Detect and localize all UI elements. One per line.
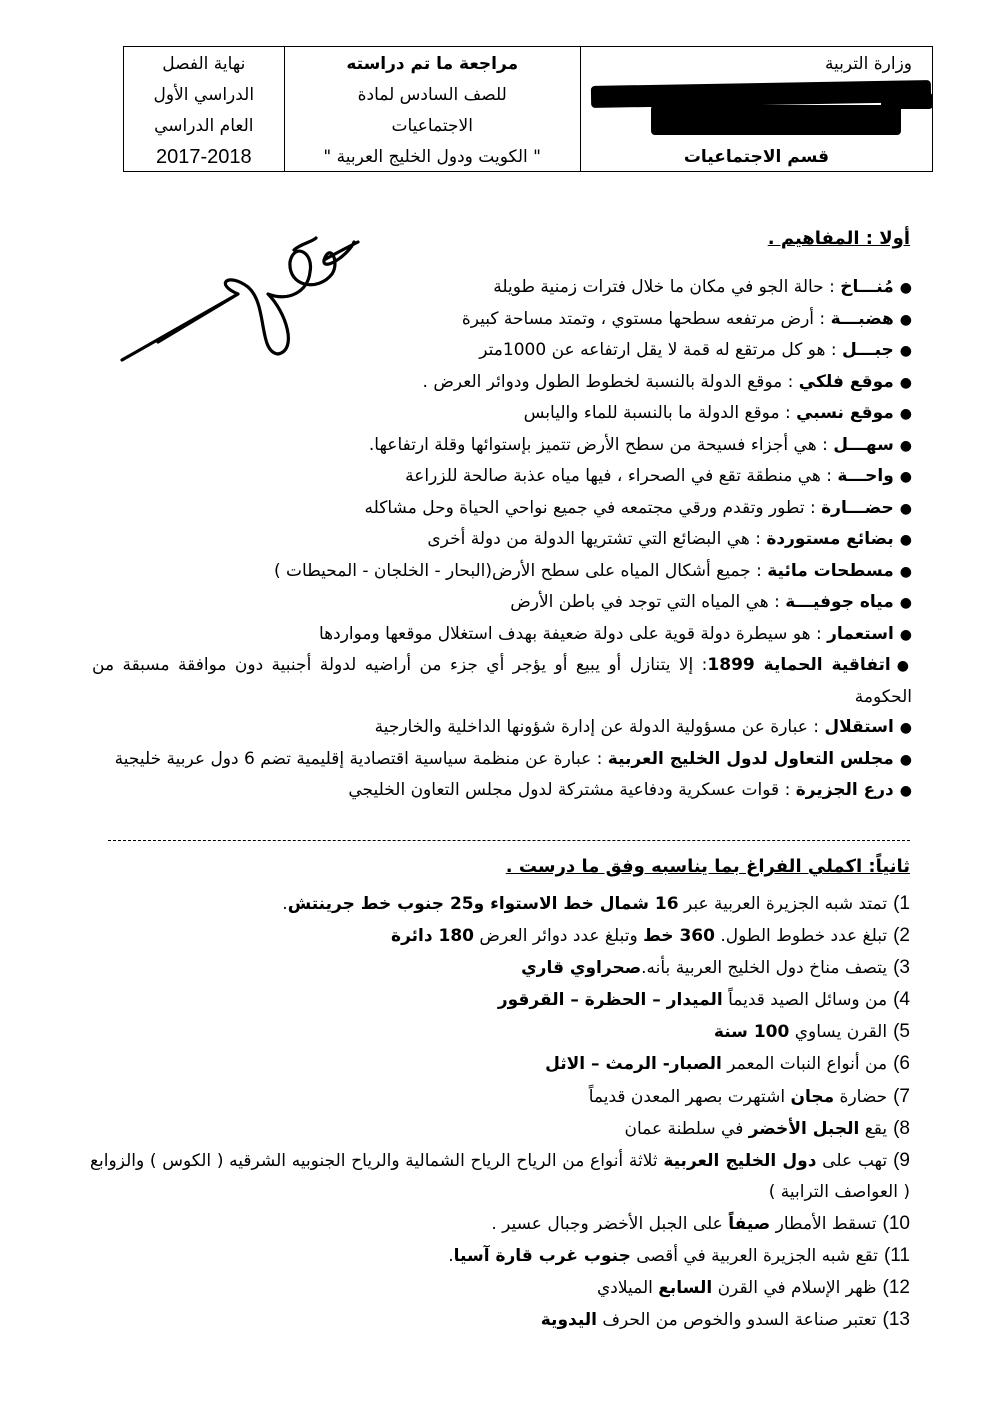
year-value: 2017-2018 bbox=[155, 146, 252, 168]
section-fill-title: ثانياً: اكملي الفراغ بما يناسبه وفق ما درست . bbox=[505, 856, 910, 877]
bullet-icon: ● bbox=[899, 563, 912, 580]
list-item: 3)يتصف مناخ دول الخليج العربية بأنه.صحراوي قاري bbox=[521, 957, 910, 979]
review-title: مراجعة ما تم دراسته bbox=[346, 54, 519, 74]
bullet-icon: ● bbox=[899, 783, 912, 799]
department-name: قسم الاجتماعيات bbox=[683, 147, 829, 167]
bullet-icon: ● bbox=[899, 626, 912, 643]
term-line: نهاية الفصل bbox=[162, 54, 246, 74]
bullet-icon: ● bbox=[899, 311, 912, 328]
list-item: 9)تهب على دول الخليج العربية ثلاثة أنواع من الرياح الرياح الشمالية والرياح الجنوبيه الشرقيه ( الكوس ) والزوابع ( العواصف الترابية ) bbox=[90, 1149, 910, 1202]
list-item: ●استقلال : عبارة عن مسؤولية الدولة عن إدارة شؤونها الداخلية والخارجية bbox=[374, 717, 912, 737]
list-item: ●مسطحات مائية : جميع أشكال المياه على سطح الأرض(البحار - الخلجان - المحيطات ) bbox=[273, 560, 912, 581]
term-line-2: الدراسي الأول bbox=[153, 85, 255, 105]
bullet-icon: ● bbox=[899, 343, 912, 359]
header-term-cell bbox=[124, 47, 284, 171]
redaction-mark bbox=[651, 105, 901, 135]
bullet-icon: ● bbox=[899, 751, 912, 768]
list-item: ●اتفاقية الحماية 1899: إلا يتنازل أو يبيع أو يؤجر أي جزء من أراضيه لدولة أجنبية دون موافقة مسبقة من الحكومة bbox=[92, 655, 912, 707]
list-item: ●هضبـــة : أرض مرتفعه سطحها مستوي ، وتمتد مساحة كبيرة bbox=[461, 308, 912, 329]
bullet-icon: ● bbox=[899, 532, 912, 548]
bullet-icon: ● bbox=[899, 374, 912, 391]
header-title-cell bbox=[284, 47, 580, 171]
section-concepts-title: أولا : المفاهيم . bbox=[767, 228, 910, 249]
grade-line: للصف السادس لمادة bbox=[357, 85, 507, 105]
ministry-name: وزارة التربية bbox=[824, 54, 912, 74]
list-item: 4)من وسائل الصيد قديماً الميدار – الحظرة – القرقور bbox=[497, 989, 910, 1011]
list-item: 5)القرن يساوي 100 سنة bbox=[713, 1021, 910, 1043]
list-item: ●جبـــل : هو كل مرتقع له قمة لا يقل ارتفاعه عن 1000متر bbox=[479, 340, 912, 360]
list-item: ●مُنـــاخ : حالة الجو في مكان ما خلال فترات زمنية طويلة bbox=[493, 277, 912, 297]
list-item: 2)تبلغ عدد خطوط الطول. 360 خط وتبلغ عدد دوائر العرض 180 دائرة bbox=[391, 925, 910, 947]
bullet-icon: ● bbox=[899, 500, 912, 517]
list-item: ●مجلس التعاول لدول الخليج العربية : عبارة عن منظمة سياسية اقتصادية إقليمية تضم 6 دول عربية خليجية bbox=[114, 748, 912, 769]
bullet-icon: ● bbox=[899, 280, 912, 296]
list-item: ●موقع فلكي : موقع الدولة بالنسبة لخطوط الطول ودوائر العرض . bbox=[422, 371, 912, 392]
list-item: 8)يقع الجبل الأخضر في سلطنة عمان bbox=[624, 1117, 910, 1139]
fill-blanks-list bbox=[90, 888, 910, 1336]
header-ministry-cell bbox=[580, 47, 932, 171]
list-item: ●سهـــل : هي أجزاء فسيحة من سطح الأرض تتميز بإستوائها وقلة ارتفاعها. bbox=[368, 434, 912, 455]
list-item: 1)تمتد شبه الجزيرة العربية عبر 16 شمال خط الاستواء و25 جنوب خط جرينتش. bbox=[282, 893, 910, 914]
bullet-icon: ● bbox=[899, 406, 912, 422]
list-item: 13)تعتبر صناعة السدو والخوص من الحرف اليدوية bbox=[540, 1309, 910, 1331]
list-item: ●بضائع مستوردة : هي البضائع التي تشتريها الدولة من دولة أخرى bbox=[427, 529, 912, 549]
list-item: 10)تسقط الأمطار صيفاً على الجبل الأخضر وجبال عسير . bbox=[491, 1212, 910, 1234]
list-item: 6)من أنواع النبات المعمر الصبار- الرمث – الاثل bbox=[545, 1053, 910, 1075]
list-item: ●واحـــة : هي منطقة تقع في الصحراء ، فيها مياه عذبة صالحة للزراعة bbox=[405, 466, 912, 486]
bullet-icon: ● bbox=[899, 437, 912, 454]
list-item: ●مياه جوفيـــة : هي المياه التي توجد في باطن الأرض bbox=[510, 592, 912, 612]
bullet-icon: ● bbox=[896, 658, 912, 674]
list-item: ●حضـــارة : تطور وتقدم ورقي مجتمعه في جميع نواحي الحياة وحل مشاكله bbox=[364, 497, 912, 518]
dashed-divider bbox=[108, 840, 910, 841]
redaction-mark bbox=[881, 93, 933, 109]
year-label: العام الدراسي bbox=[154, 116, 254, 136]
concepts-list bbox=[92, 272, 912, 807]
subject-line: الاجتماعيات bbox=[391, 116, 473, 136]
bullet-icon: ● bbox=[899, 720, 912, 736]
list-item: ●درع الجزيرة : قوات عسكرية ودفاعية مشتركة لدول مجلس التعاون الخليجي bbox=[348, 780, 912, 800]
list-item: 7)حضارة مجان اشتهرت بصهر المعدن قديماً bbox=[588, 1085, 910, 1107]
list-item: 11)تقع شبه الجزيرة العربية في أقصى جنوب غرب قارة آسيا. bbox=[448, 1245, 910, 1267]
bullet-icon: ● bbox=[899, 595, 912, 611]
list-item: 12)ظهر الإسلام في القرن السابع الميلادي bbox=[596, 1277, 910, 1299]
list-item: ●موقع نسبي : موقع الدولة ما بالنسبة للماء واليابس bbox=[523, 403, 912, 423]
bullet-icon: ● bbox=[899, 469, 912, 485]
header-table bbox=[123, 46, 933, 172]
list-item: ●استعمار : هو سيطرة دولة قوية على دولة ضعيفة بهدف استغلال موقعها ومواردها bbox=[318, 623, 912, 644]
book-title: " الكويت ودول الخليج العربية " bbox=[323, 147, 541, 167]
